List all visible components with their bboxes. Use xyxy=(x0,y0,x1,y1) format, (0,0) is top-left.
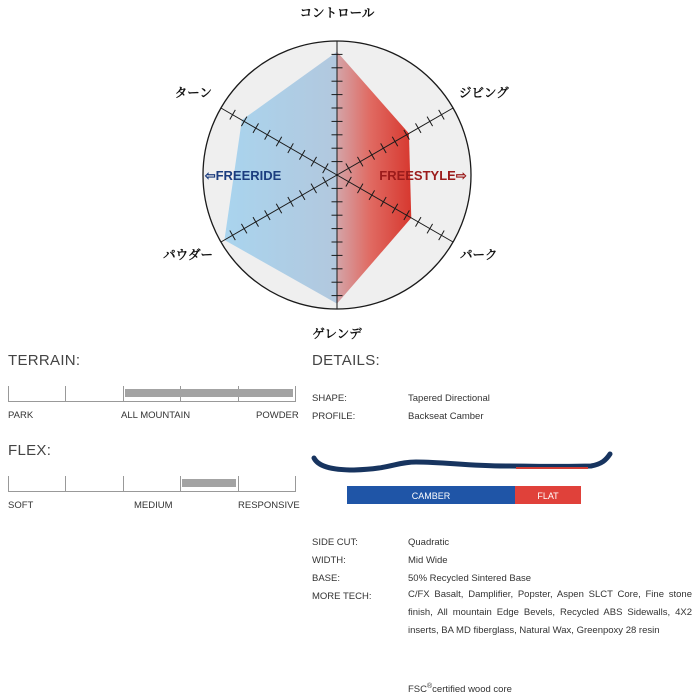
profile-label: PROFILE: xyxy=(312,411,356,422)
flex-label-soft: SOFT xyxy=(8,500,34,511)
terrain-label-all-mountain: ALL MOUNTAIN xyxy=(121,410,191,421)
axis-label-turn: ターン xyxy=(174,86,212,100)
base-label: BASE: xyxy=(312,573,340,584)
shape-value: Tapered Directional xyxy=(408,393,490,404)
axis-label-park: パーク xyxy=(460,248,498,262)
fsc-note xyxy=(408,678,512,699)
terrain-scale xyxy=(8,386,296,402)
flex-label-medium: MEDIUM xyxy=(134,500,173,511)
terrain-range-fill xyxy=(125,389,293,397)
width-value: Mid Wide xyxy=(408,555,448,566)
more-tech-label: MORE TECH: xyxy=(312,591,372,602)
axis-label-groomed: ゲレンデ xyxy=(312,327,362,340)
registered-mark: ® xyxy=(427,683,433,690)
flex-label-responsive: RESPONSIVE xyxy=(238,500,300,511)
flex-title: FLEX: xyxy=(8,442,52,459)
freeride-label: ⇦FREERIDE xyxy=(204,168,282,183)
axis-label-control: コントロール xyxy=(299,6,375,20)
fsc-suffix: certified wood core xyxy=(432,684,512,696)
camber-profile-diagram xyxy=(306,446,618,510)
flat-bar-label: FLAT xyxy=(537,491,559,501)
fsc-prefix: FSC xyxy=(408,684,427,696)
shape-label: SHAPE: xyxy=(312,393,347,404)
camber-bar-label: CAMBER xyxy=(411,491,451,501)
flex-scale xyxy=(8,476,296,492)
profile-value: Backseat Camber xyxy=(408,411,484,422)
radar-chart xyxy=(0,0,700,340)
axis-label-powder: パウダー xyxy=(163,248,213,262)
axis-label-jibbing: ジビング xyxy=(459,86,509,100)
base-value: 50% Recycled Sintered Base xyxy=(408,573,532,584)
sidecut-value: Quadratic xyxy=(408,537,450,548)
width-label: WIDTH: xyxy=(312,555,346,566)
terrain-title: TERRAIN: xyxy=(8,352,81,369)
flex-range-fill xyxy=(182,479,235,487)
sidecut-label: SIDE CUT: xyxy=(312,537,358,548)
freestyle-label: FREESTYLE⇨ xyxy=(379,168,467,183)
details-title: DETAILS: xyxy=(312,352,380,369)
terrain-label-park: PARK xyxy=(8,410,34,421)
more-tech-value: C/FX Basalt, Damplifier, Popster, Aspen SLCT Core, Fine stone finish, All mountain Edge Bevels, Recycled ABS Sidewalls, 4X2 inserts, BA MD fiberglass, Natural Wax, Greenpoxy 28 resin xyxy=(408,589,692,636)
terrain-label-powder: POWDER xyxy=(256,410,299,421)
